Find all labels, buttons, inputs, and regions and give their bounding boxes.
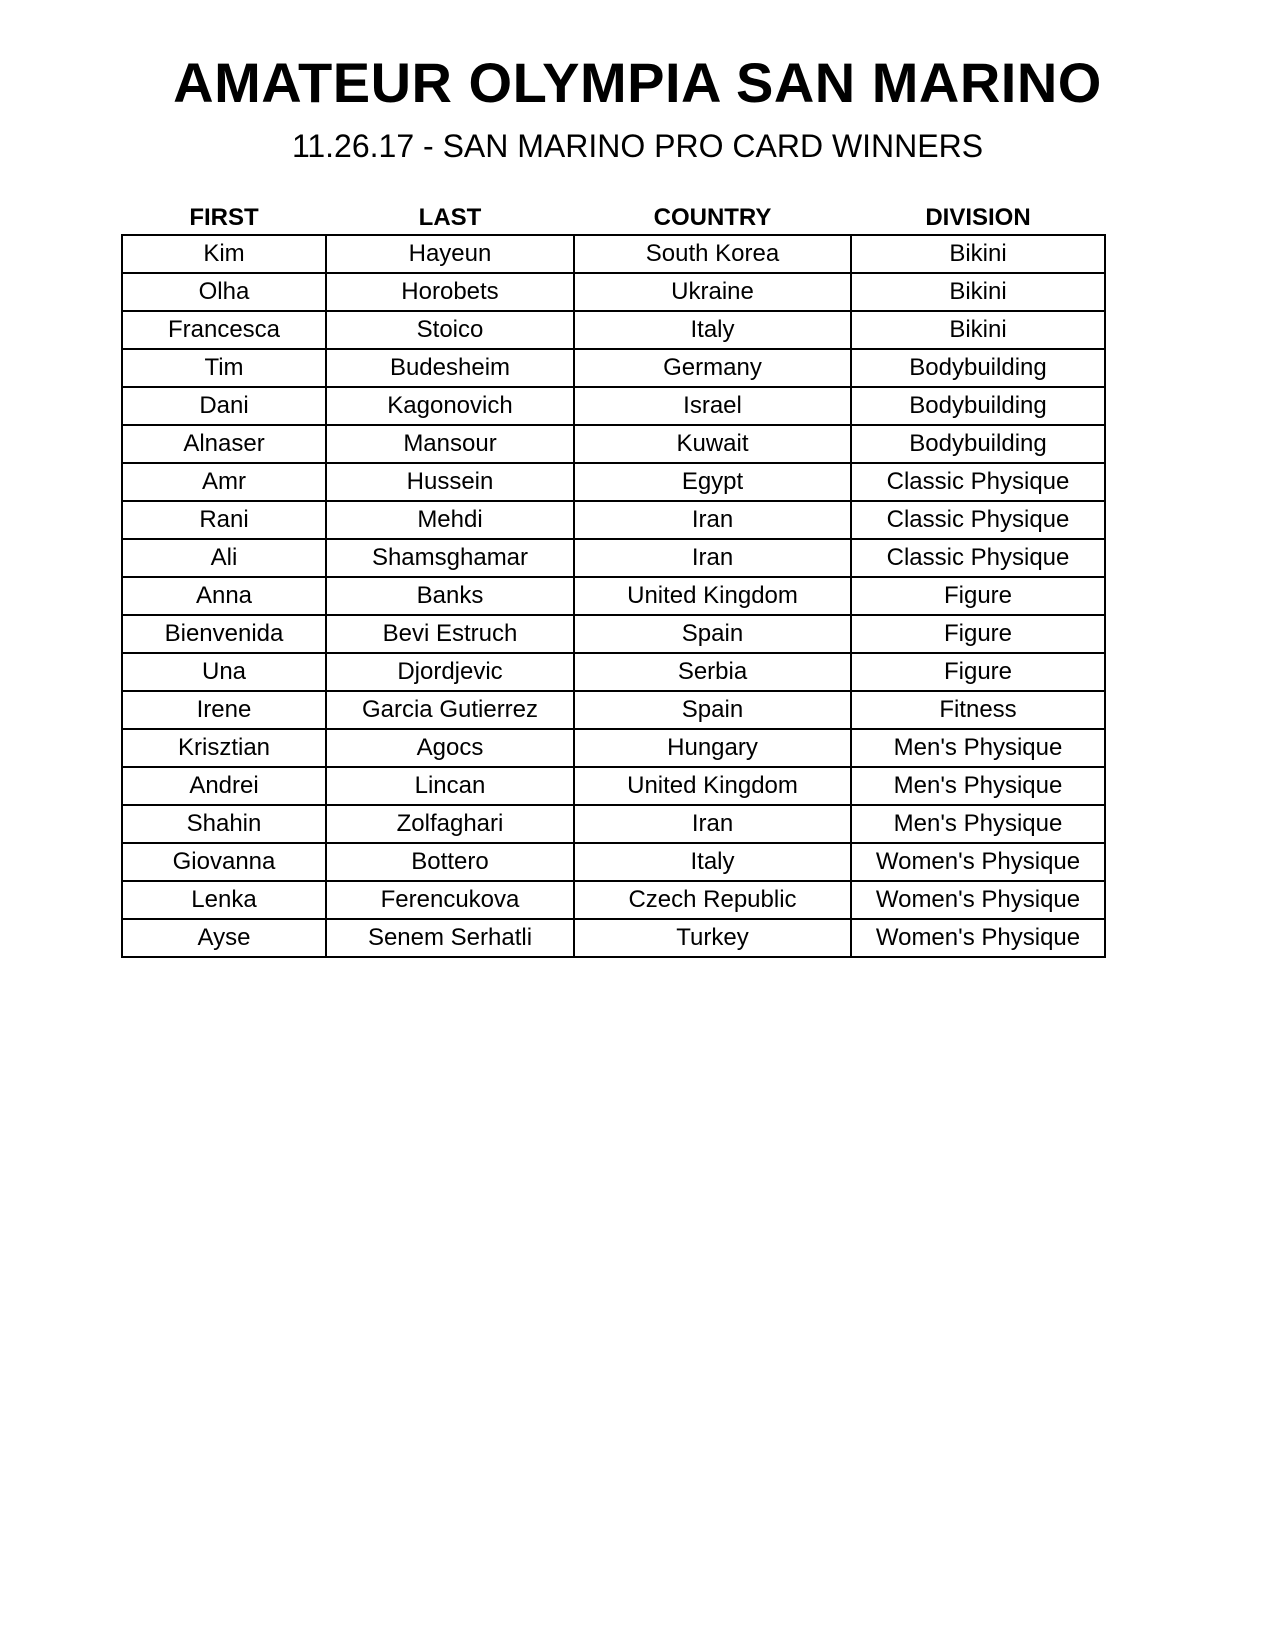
last-name-cell: Horobets: [326, 273, 574, 311]
table-row: [122, 425, 1105, 463]
division-cell: Men's Physique: [851, 805, 1105, 843]
table-row: [122, 881, 1105, 919]
table-row: [122, 653, 1105, 691]
country-cell: Hungary: [574, 729, 851, 767]
table-row: [122, 501, 1105, 539]
first-name-cell: Bienvenida: [122, 615, 326, 653]
country-cell: Serbia: [574, 653, 851, 691]
country-cell: Kuwait: [574, 425, 851, 463]
table-row: [122, 235, 1105, 273]
division-cell: Bodybuilding: [851, 387, 1105, 425]
country-cell: United Kingdom: [574, 767, 851, 805]
last-name-cell: Kagonovich: [326, 387, 574, 425]
table-row: [122, 539, 1105, 577]
column-header-country: COUNTRY: [653, 204, 772, 231]
table-row: [122, 919, 1105, 957]
first-name-cell: Lenka: [122, 881, 326, 919]
last-name-cell: Budesheim: [326, 349, 574, 387]
division-cell: Bodybuilding: [851, 349, 1105, 387]
table-row: [122, 805, 1105, 843]
country-cell: Iran: [574, 805, 851, 843]
division-cell: Men's Physique: [851, 767, 1105, 805]
division-cell: Bodybuilding: [851, 425, 1105, 463]
country-cell: Israel: [574, 387, 851, 425]
division-cell: Fitness: [851, 691, 1105, 729]
last-name-cell: Banks: [326, 577, 574, 615]
country-cell: Italy: [574, 843, 851, 881]
first-name-cell: Olha: [122, 273, 326, 311]
first-name-cell: Irene: [122, 691, 326, 729]
country-cell: Iran: [574, 539, 851, 577]
division-cell: Figure: [851, 615, 1105, 653]
table-row: [122, 843, 1105, 881]
first-name-cell: Ayse: [122, 919, 326, 957]
division-cell: Classic Physique: [851, 539, 1105, 577]
last-name-cell: Senem Serhatli: [326, 919, 574, 957]
first-name-cell: Giovanna: [122, 843, 326, 881]
table-header-row: [122, 196, 1105, 235]
page-subtitle: 11.26.17 - SAN MARINO PRO CARD WINNERS: [291, 128, 984, 164]
division-cell: Classic Physique: [851, 501, 1105, 539]
country-cell: Egypt: [574, 463, 851, 501]
first-name-cell: Krisztian: [122, 729, 326, 767]
winners-table: [121, 196, 1106, 958]
country-cell: Iran: [574, 501, 851, 539]
table-row: [122, 311, 1105, 349]
country-cell: United Kingdom: [574, 577, 851, 615]
last-name-cell: Zolfaghari: [326, 805, 574, 843]
country-cell: Czech Republic: [574, 881, 851, 919]
country-cell: Italy: [574, 311, 851, 349]
last-name-cell: Ferencukova: [326, 881, 574, 919]
last-name-cell: Bottero: [326, 843, 574, 881]
first-name-cell: Tim: [122, 349, 326, 387]
first-name-cell: Francesca: [122, 311, 326, 349]
first-name-cell: Amr: [122, 463, 326, 501]
last-name-cell: Hussein: [326, 463, 574, 501]
column-header-last: LAST: [418, 204, 482, 231]
division-cell: Bikini: [851, 311, 1105, 349]
last-name-cell: Stoico: [326, 311, 574, 349]
last-name-cell: Lincan: [326, 767, 574, 805]
last-name-cell: Agocs: [326, 729, 574, 767]
table-row: [122, 349, 1105, 387]
last-name-cell: Hayeun: [326, 235, 574, 273]
division-cell: Women's Physique: [851, 881, 1105, 919]
table-row: [122, 615, 1105, 653]
division-cell: Men's Physique: [851, 729, 1105, 767]
table-row: [122, 273, 1105, 311]
country-cell: South Korea: [574, 235, 851, 273]
table-row: [122, 767, 1105, 805]
first-name-cell: Andrei: [122, 767, 326, 805]
division-cell: Women's Physique: [851, 843, 1105, 881]
last-name-cell: Mehdi: [326, 501, 574, 539]
last-name-cell: Shamsghamar: [326, 539, 574, 577]
division-cell: Bikini: [851, 273, 1105, 311]
last-name-cell: Bevi Estruch: [326, 615, 574, 653]
table-row: [122, 691, 1105, 729]
first-name-cell: Ali: [122, 539, 326, 577]
country-cell: Germany: [574, 349, 851, 387]
division-cell: Figure: [851, 577, 1105, 615]
table-body: [122, 235, 1105, 957]
last-name-cell: Mansour: [326, 425, 574, 463]
table-row: [122, 577, 1105, 615]
column-header-first: FIRST: [189, 204, 259, 231]
table-row: [122, 463, 1105, 501]
division-cell: Women's Physique: [851, 919, 1105, 957]
table-row: [122, 729, 1105, 767]
first-name-cell: Dani: [122, 387, 326, 425]
division-cell: Figure: [851, 653, 1105, 691]
first-name-cell: Una: [122, 653, 326, 691]
last-name-cell: Garcia Gutierrez: [326, 691, 574, 729]
column-header-division: DIVISION: [925, 204, 1031, 231]
table-row: [122, 387, 1105, 425]
first-name-cell: Kim: [122, 235, 326, 273]
first-name-cell: Anna: [122, 577, 326, 615]
division-cell: Bikini: [851, 235, 1105, 273]
country-cell: Spain: [574, 691, 851, 729]
country-cell: Turkey: [574, 919, 851, 957]
winners-table-container: [121, 196, 1104, 958]
last-name-cell: Djordjevic: [326, 653, 574, 691]
country-cell: Ukraine: [574, 273, 851, 311]
division-cell: Classic Physique: [851, 463, 1105, 501]
first-name-cell: Rani: [122, 501, 326, 539]
first-name-cell: Shahin: [122, 805, 326, 843]
country-cell: Spain: [574, 615, 851, 653]
page-title: AMATEUR OLYMPIA SAN MARINO: [173, 51, 1102, 114]
first-name-cell: Alnaser: [122, 425, 326, 463]
